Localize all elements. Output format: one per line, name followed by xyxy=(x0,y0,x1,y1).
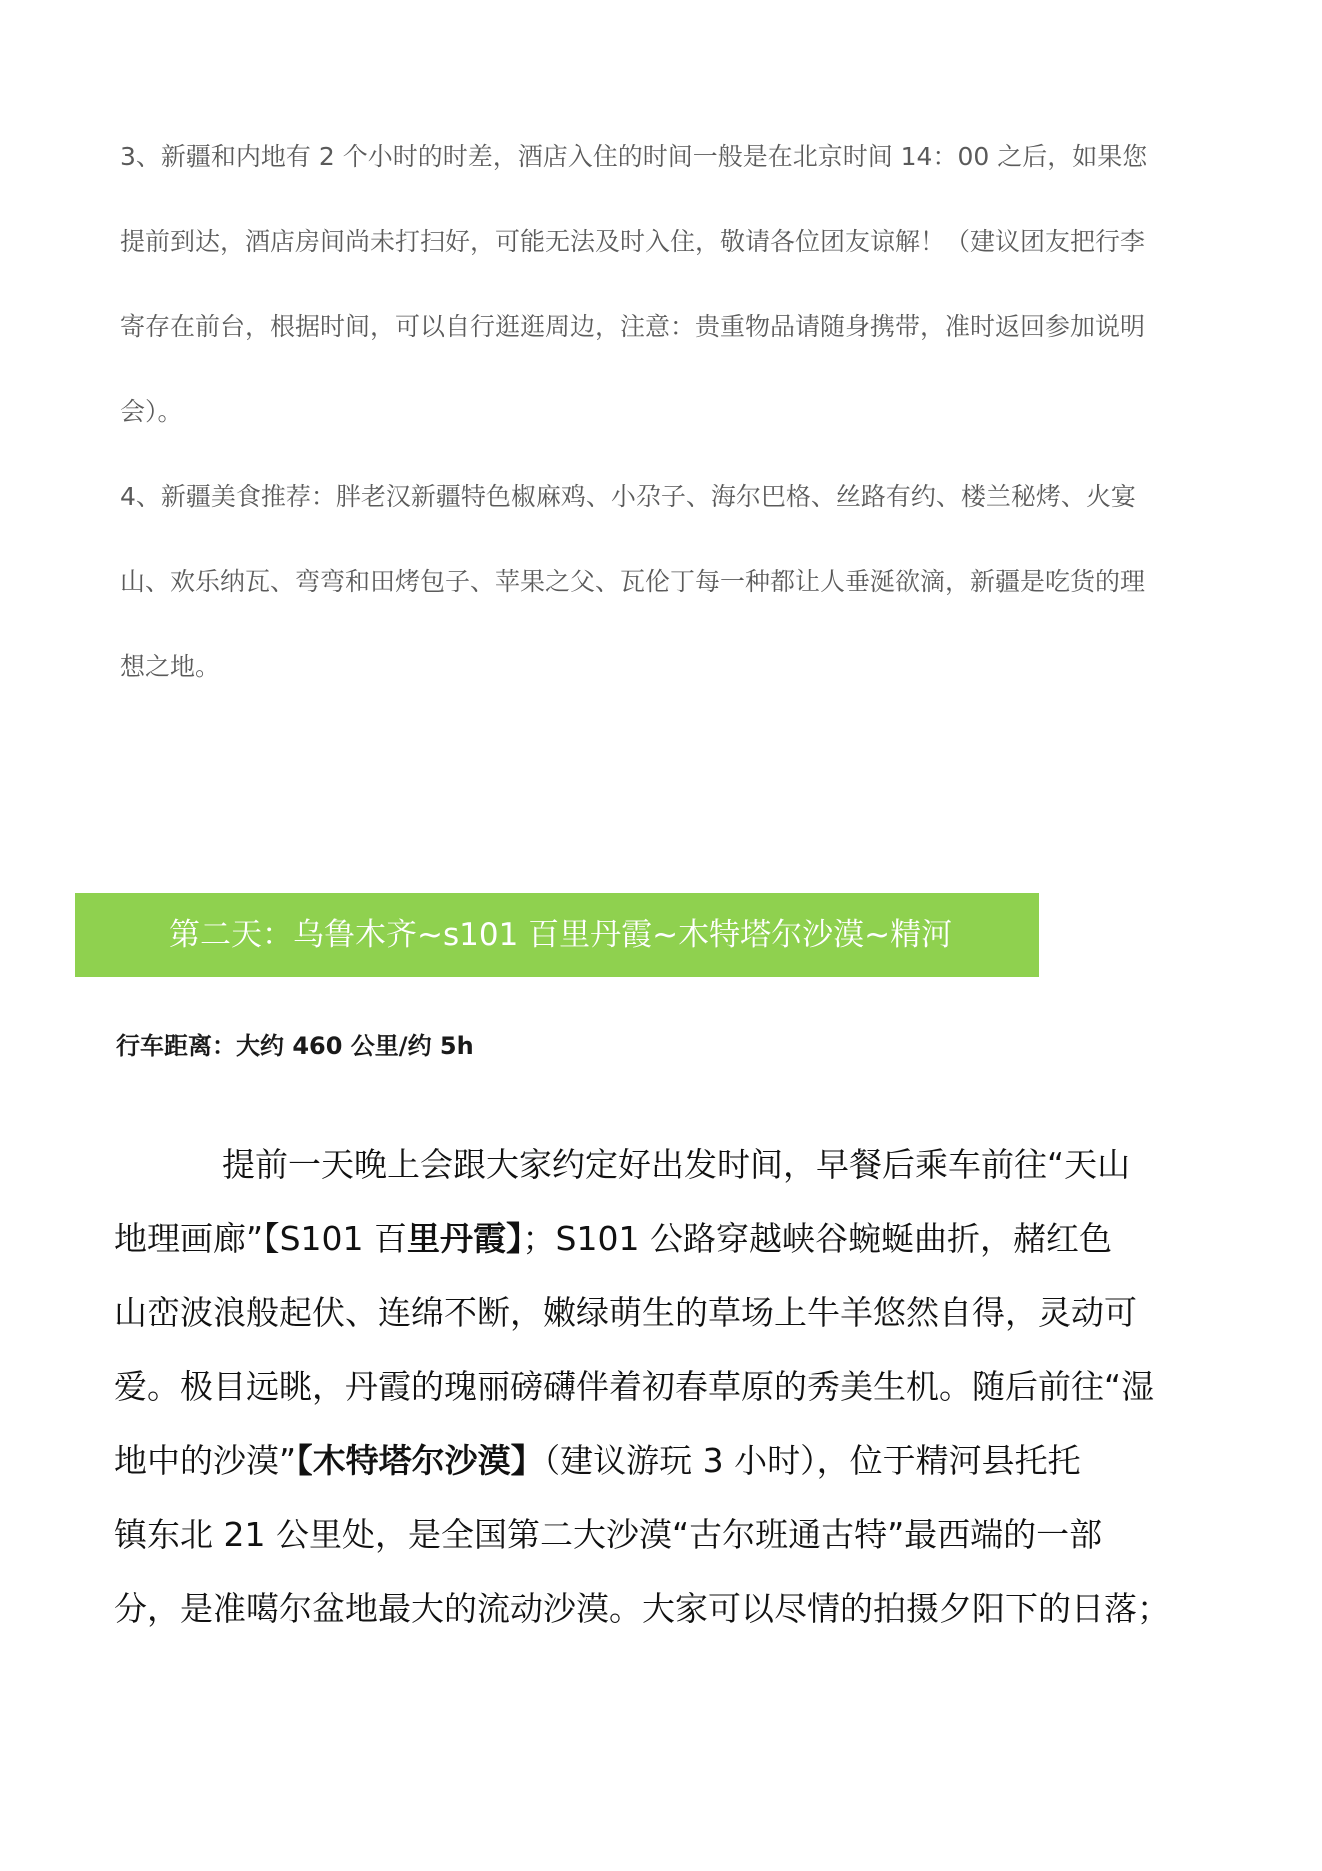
description-text: 地理画廊”【S101 百 xyxy=(114,1219,408,1258)
description-line: 分，是准噶尔盆地最大的流动沙漠。大家可以尽情的拍摄夕阳下的日落； xyxy=(114,1589,1170,1628)
description-line xyxy=(114,1424,1234,1498)
highlight-danxia: 里丹霞】 xyxy=(407,1219,523,1258)
day-two-description xyxy=(114,1128,1234,1646)
drive-distance: 行车距离：大约 460 公里/约 5h xyxy=(116,1032,474,1060)
note-line: 提前到达，酒店房间尚未打扫好，可能无法及时入住，敬请各位团友谅解！（建议团友把行李 xyxy=(120,227,1146,256)
note-line: 想之地。 xyxy=(120,652,221,681)
note-line: 3、新疆和内地有 2 个小时的时差，酒店入住的时间一般是在北京时间 14：00 之后，如果您 xyxy=(120,142,1148,171)
note-line: 4、新疆美食推荐：胖老汉新疆特色椒麻鸡、小尕子、海尔巴格、丝路有约、楼兰秘烤、火宴 xyxy=(120,482,1136,511)
description-text: ；S101 公路穿越峡谷蜿蜒曲折，赭红色 xyxy=(522,1219,1112,1258)
description-line: 山峦波浪般起伏、连绵不断，嫩绿萌生的草场上牛羊悠然自得，灵动可 xyxy=(114,1293,1137,1332)
description-line xyxy=(114,1202,1234,1276)
travel-notes xyxy=(120,126,1230,721)
note-line: 会）。 xyxy=(120,397,183,426)
description-line: 爱。极目远眺，丹霞的瑰丽磅礴伴着初春草原的秀美生机。随后前往“湿 xyxy=(114,1367,1155,1406)
description-line: 镇东北 21 公里处，是全国第二大沙漠“古尔班通古特”最西端的一部 xyxy=(114,1515,1103,1554)
day-two-title: 第二天：乌鲁木齐~s101 百里丹霞~木特塔尔沙漠~精河 xyxy=(169,917,953,953)
description-text: 提前一天晚上会跟大家约定好出发时间，早餐后乘车前往“天山 xyxy=(222,1145,1131,1184)
note-line: 寄存在前台，根据时间，可以自行逛逛周边，注意：贵重物品请随身携带，准时返回参加说明 xyxy=(120,312,1146,341)
description-text: （建议游玩 3 小时），位于精河县托托 xyxy=(543,1441,1081,1480)
description-text: 地中的沙漠” xyxy=(114,1441,297,1480)
note-line: 山、欢乐纳瓦、弯弯和田烤包子、苹果之父、瓦伦丁每一种都让人垂涎欲滴，新疆是吃货的理 xyxy=(120,567,1146,596)
description-line xyxy=(114,1128,1234,1202)
day-two-banner xyxy=(75,893,1039,977)
highlight-desert: 【木特塔尔沙漠】 xyxy=(296,1441,544,1480)
